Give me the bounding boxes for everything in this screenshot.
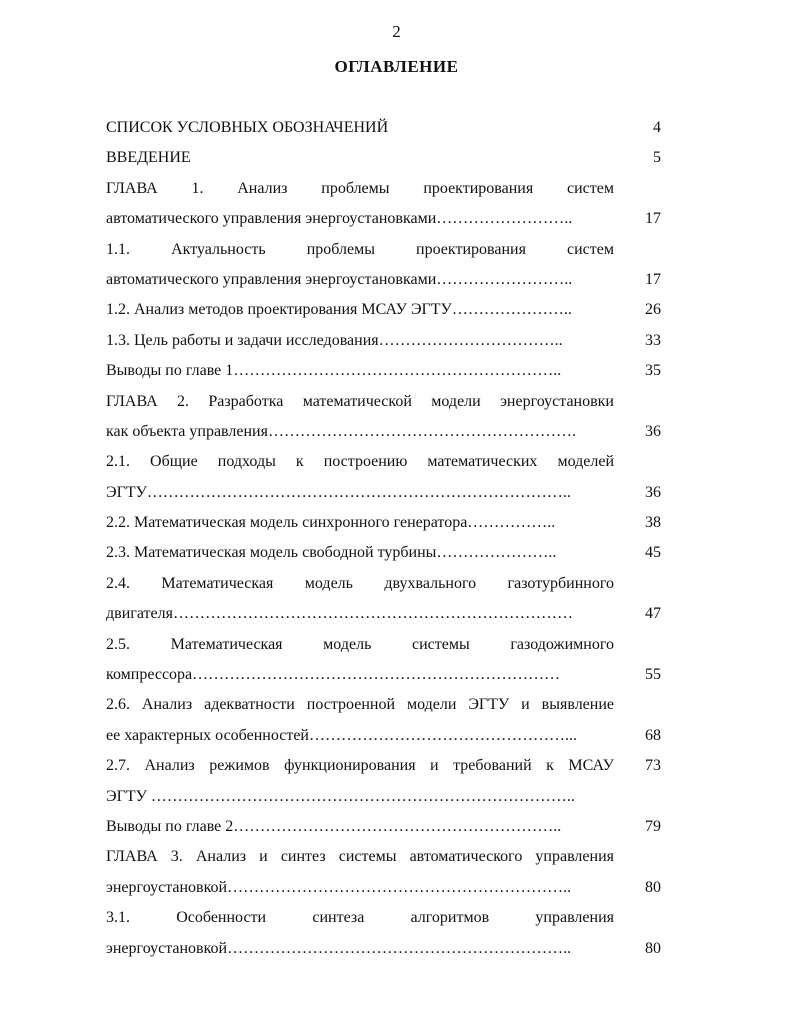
toc-line-page: 73 (645, 757, 661, 775)
toc-line (106, 660, 661, 690)
toc-line (106, 782, 661, 812)
toc-line (106, 630, 661, 660)
toc-line (106, 174, 661, 204)
toc-line (106, 903, 661, 933)
toc-line (106, 842, 661, 872)
toc-line-page: 45 (645, 544, 661, 562)
toc-line-text: 2.2. Математическая модель синхронного генератора…………….. (106, 514, 556, 532)
toc-line-text: 1.1. Актуальность проблемы проектирования систем (106, 240, 614, 258)
toc-line-text: 3.1. Особенности синтеза алгоритмов управления (106, 909, 614, 927)
toc-line (106, 326, 661, 356)
toc-line (106, 265, 661, 295)
toc-line-text: ГЛАВА 1. Анализ проблемы проектирования систем (106, 179, 614, 197)
toc-line (106, 873, 661, 903)
toc-line-text: ЭГТУ…………………………………………………………………….. (106, 483, 571, 501)
toc-line-page: 79 (645, 817, 661, 835)
toc-line (106, 690, 661, 720)
toc-line-text: компрессора…………………………………………………………… (106, 666, 561, 684)
toc-line-text: 2.7. Анализ режимов функционирования и требований к МСАУ (106, 757, 614, 775)
toc-line-text: 2.6. Анализ адекватности построенной модели ЭГТУ и выявление (106, 696, 614, 714)
toc-line-page: 47 (645, 605, 661, 623)
toc-line-text: автоматического управления энергоустановками…………………….. (106, 270, 573, 288)
page-number: 2 (392, 22, 401, 41)
toc-line-text: ВВЕДЕНИЕ (106, 149, 191, 167)
toc-line-text: как объекта управления…………………………………………………. (106, 422, 576, 440)
toc-line-text: ее характерных особенностей…………………………………………... (106, 726, 577, 744)
toc-line-text: автоматического управления энергоустановками…………………….. (106, 210, 573, 228)
toc-line-page: 55 (645, 666, 661, 684)
toc-line (106, 417, 661, 447)
toc-line-page: 33 (645, 331, 661, 349)
toc-line-text: 1.3. Цель работы и задачи исследования…………………………….. (106, 331, 563, 349)
toc-line-page: 26 (645, 301, 661, 319)
toc-line-text: 2.3. Математическая модель свободной турбины………………….. (106, 544, 557, 562)
toc-line-text: Выводы по главе 2…………………………………………………….. (106, 817, 562, 835)
toc-line (106, 751, 661, 781)
toc-line-page: 17 (645, 270, 661, 288)
toc-line-text: 2.4. Математическая модель двухвального газотурбинного (106, 574, 614, 592)
toc-line (106, 235, 661, 265)
toc-line (106, 204, 661, 234)
toc-line-page: 36 (645, 483, 661, 501)
toc-line-text: энергоустановкой……………………………………………………….. (106, 939, 572, 957)
toc-line-page: 68 (645, 726, 661, 744)
toc-line-text: ГЛАВА 3. Анализ и синтез системы автоматического управления (106, 848, 614, 866)
toc-line (106, 295, 661, 325)
toc-line (106, 143, 661, 173)
toc-line-page: 17 (645, 210, 661, 228)
toc-line-text: Выводы по главе 1…………………………………………………….. (106, 362, 562, 380)
toc-line-page: 80 (645, 878, 661, 896)
toc-line (106, 387, 661, 417)
toc-line-text: ГЛАВА 2. Разработка математической модели энергоустановки (106, 392, 614, 410)
table-of-contents (106, 113, 661, 964)
toc-line (106, 569, 661, 599)
toc-line-text: СПИСОК УСЛОВНЫХ ОБОЗНАЧЕНИЙ (106, 119, 389, 136)
toc-line-page: 5 (653, 149, 661, 167)
toc-line-page: 38 (645, 514, 661, 532)
toc-line-page: 4 (653, 119, 661, 136)
toc-line-page: 80 (645, 939, 661, 957)
toc-line-page: 35 (645, 362, 661, 380)
toc-line-text: энергоустановкой……………………………………………………….. (106, 878, 572, 896)
toc-line (106, 934, 661, 964)
toc-line (106, 538, 661, 568)
toc-line (106, 812, 661, 842)
toc-line-text: ЭГТУ …………………………………………………………………….. (106, 787, 575, 805)
toc-line (106, 356, 661, 386)
toc-line-text: 2.5. Математическая модель системы газодожимного (106, 635, 614, 653)
toc-line (106, 113, 661, 143)
toc-line (106, 478, 661, 508)
toc-line-page: 36 (645, 422, 661, 440)
toc-line-text: 1.2. Анализ методов проектирования МСАУ ЭГТУ………………….. (106, 301, 572, 319)
toc-line (106, 508, 661, 538)
toc-line-text: 2.1. Общие подходы к построению математических моделей (106, 453, 614, 471)
toc-line (106, 721, 661, 751)
toc-line (106, 599, 661, 629)
toc-line (106, 447, 661, 477)
toc-line-text: двигателя………………………………………………………………… (106, 605, 573, 623)
toc-title: ОГЛАВЛЕНИЕ (334, 57, 459, 76)
